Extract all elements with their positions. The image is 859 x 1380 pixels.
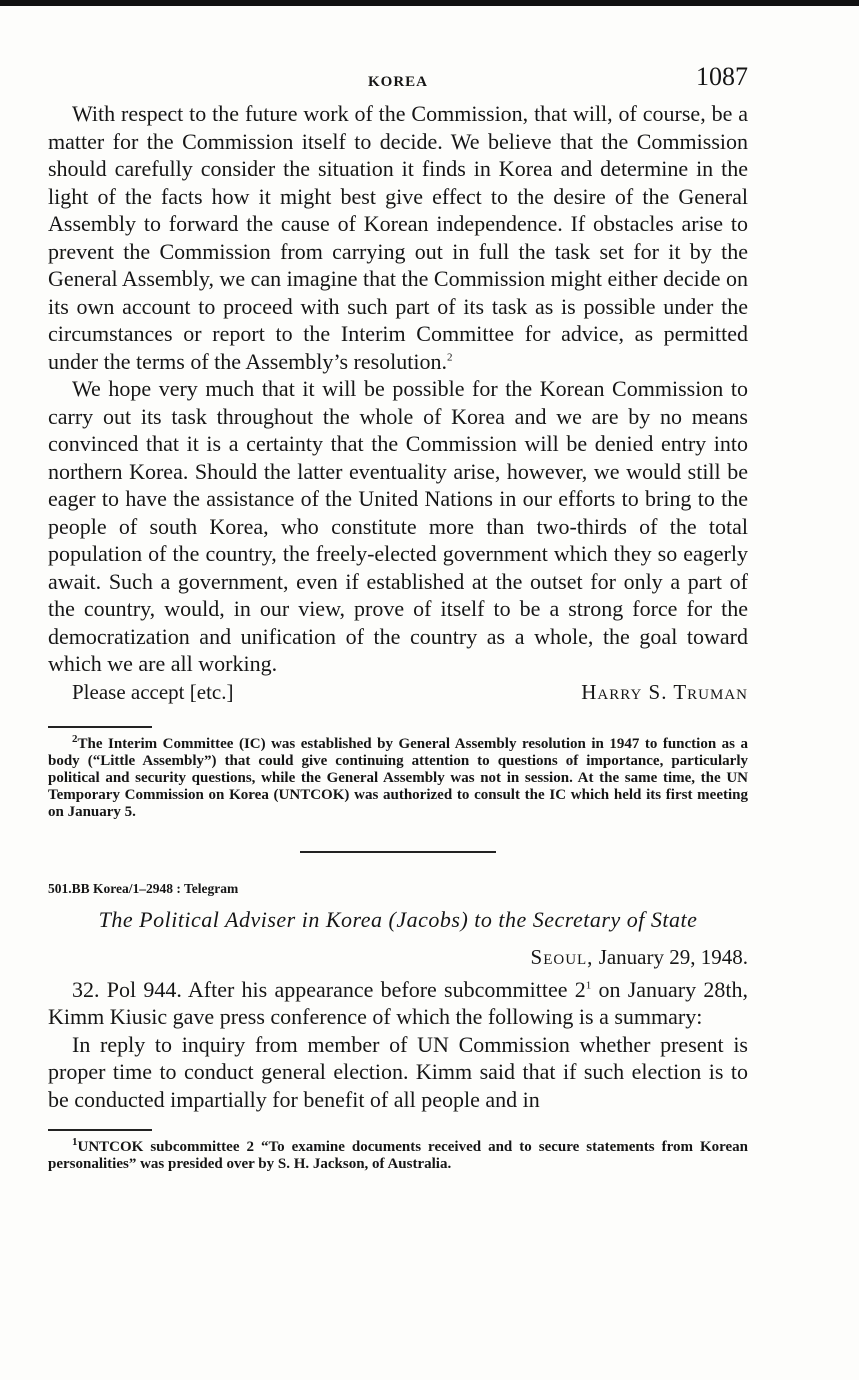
footnote-marker: 2 — [72, 732, 78, 745]
letter-closing — [48, 680, 748, 710]
footnote-reference: 2 — [447, 351, 453, 364]
telegram-paragraph-2: In reply to inquiry from member of UN Commission whether present is proper time to conduct general election. Kimm said that if such election is to be conducted impartially for benefit of all people and in — [48, 1031, 748, 1112]
page-number: 1087 — [696, 62, 748, 91]
footnote-text: UNTCOK subcommittee 2 “To examine documents received and to secure statements from Korean personalities” was presided over by S. H. Jackson, of Australia. — [48, 1139, 748, 1172]
scan-top-border — [0, 0, 859, 6]
running-head-title: KOREA — [367, 74, 428, 90]
footnote-interim-committee — [48, 732, 748, 821]
paragraph-text: on January 28th, Kimm Kiusic gave press conference of which the following is a summary: — [48, 976, 748, 1029]
letter-body — [48, 100, 748, 678]
file-reference: 501.BB Korea/1–2948 : Telegram — [48, 880, 239, 896]
paragraph-text: With respect to the future work of the Commission, that will, of course, be a matter for the Commission itself to decide. We believe that the Commission should carefully consider the situation it finds in Korea and determine in the light of the facts how it might best give effect to the desire of the General Assembly to forward the cause of Korean independence. If obstacles arise to prevent the Commission from carrying out in full the task set for it by the General Assembly, we can imagine that the Commission might either decide on its own account to proceed with such part of its task as is possible under the circumstances or report to the Interim Committee for advice, as permitted under the terms of the Assembly’s resolution. — [48, 101, 748, 374]
paragraph-commission-work — [48, 100, 748, 375]
dateline-date: January 29, 1948. — [593, 944, 748, 969]
document-page — [48, 60, 748, 1173]
telegram-paragraph-1 — [48, 976, 748, 1031]
paragraph-korean-commission: We hope very much that it will be possible for the Korean Commission to carry out its task throughout the whole of Korea and we are by no means convinced that it is a certainty that the Commission will be denied entry into northern Korea. Should the latter eventuality arise, however, we would still be eager to have the assistance of the United Nations in our efforts to bring to the people of south Korea, who constitute more than two-thirds of the total population of the country, the freely-elected government which they so eagerly await. Such a government, even if established at the outset for only a part of the country, would, in our view, prove of itself to be a strong force for the democratization and unification of the country as a whole, the goal toward which we are all working. — [48, 376, 748, 676]
footnote-text: The Interim Committee (IC) was established by General Assembly resolution in 1947 to function as a body (“Little Assembly”) that could give continuing attention to questions of importance, particularly political and security questions, while the General Assembly was not in session. At the same time, the UN Temporary Commission on Korea (UNTCOK) was authorized to consult the IC which held its first meeting on January 5. — [48, 735, 748, 820]
paragraph-text: 32. Pol 944. After his appearance before subcommittee 2 — [72, 976, 586, 1002]
footnote-marker: 1 — [72, 1136, 78, 1148]
running-head — [48, 60, 748, 100]
telegram-body — [48, 976, 748, 1114]
closing-text: Please accept [etc.] — [72, 679, 234, 704]
section-divider — [300, 851, 496, 853]
footnote-divider — [48, 726, 152, 728]
footnote-subcommittee — [48, 1136, 748, 1173]
document-title: The Political Adviser in Korea (Jacobs) to the Secretary of State — [98, 906, 698, 932]
footnote-reference: 1 — [585, 979, 592, 992]
dateline — [48, 945, 748, 970]
dateline-place: Seoul, — [530, 944, 594, 969]
footnote-divider — [48, 1129, 152, 1131]
signature: Harry S. Truman — [581, 679, 748, 704]
